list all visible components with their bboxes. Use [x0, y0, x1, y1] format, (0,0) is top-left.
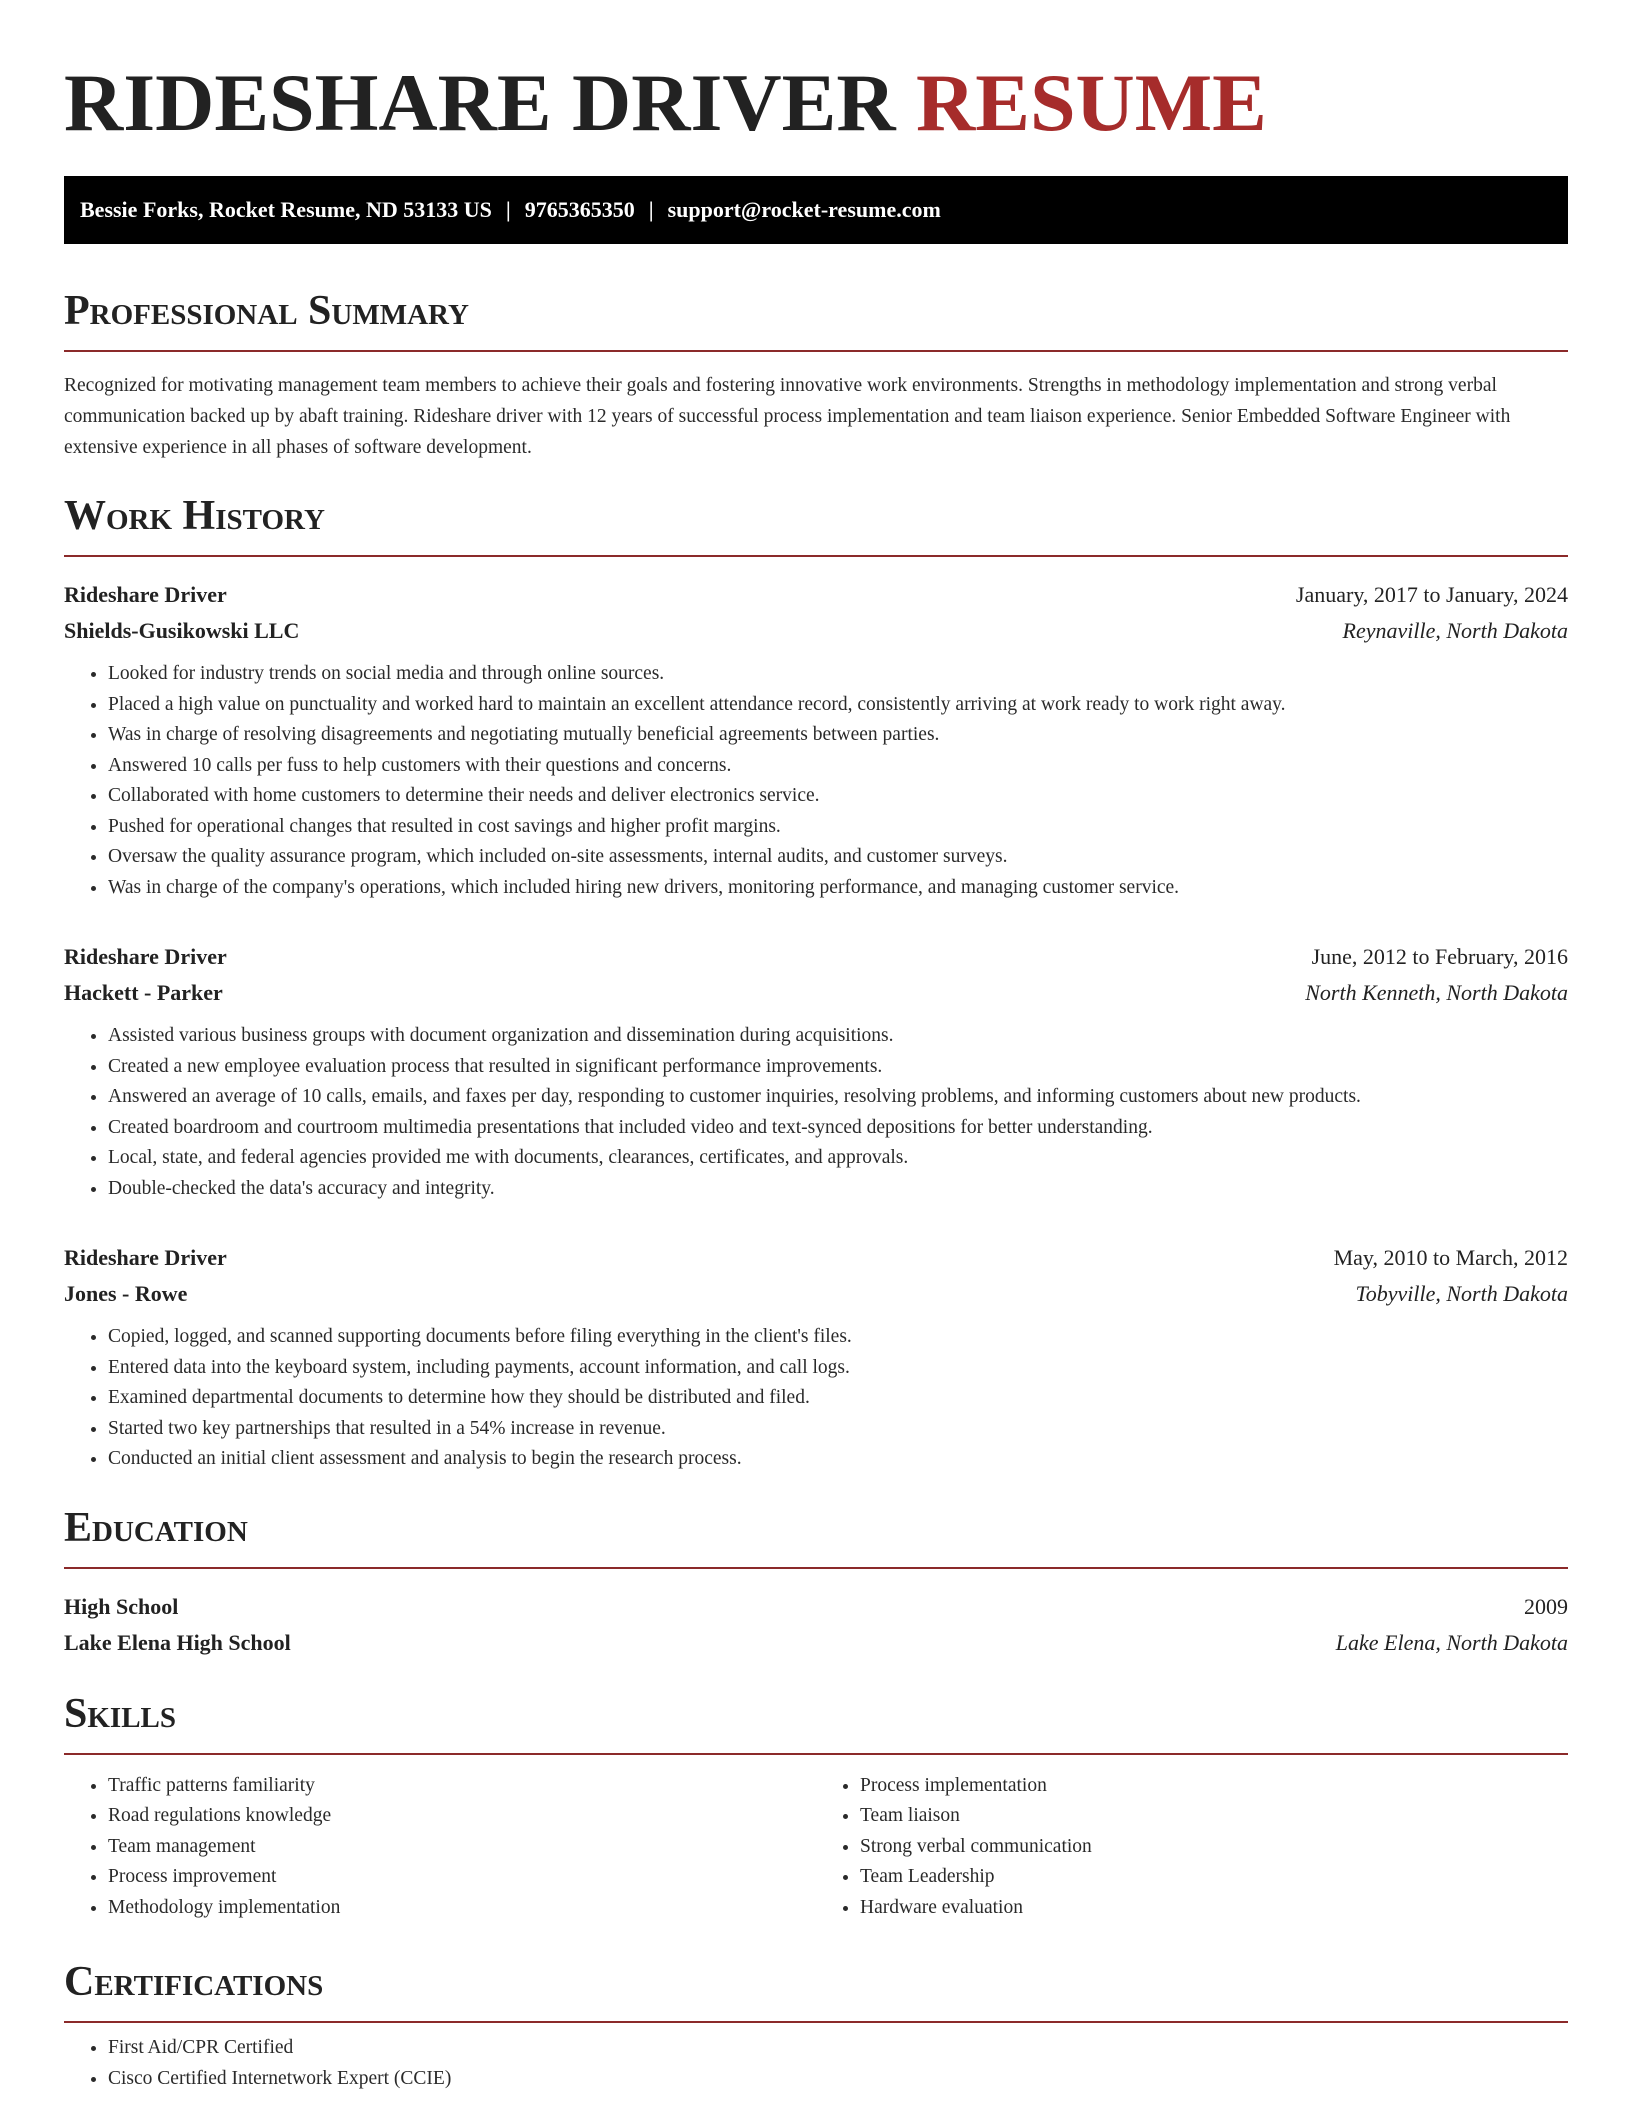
list-item: • Collaborated with home customers to determine their needs and deliver electronics service. [108, 781, 1568, 812]
education-school-row [64, 1625, 1568, 1661]
list-item: • Looked for industry trends on social media and through online sources. [108, 659, 1568, 690]
skills-heading: Skills [64, 1689, 1568, 1755]
summary-text: Recognized for motivating management team members to achieve their goals and fostering innovative work environments. Strengths in methodology implementation and strong verbal communication backed up by abaft training. Rideshare driver with 12 years of successful process implementation and team liaison experience. Senior Embedded Software Engineer with extensive experience in all phases of software development. [64, 375, 1511, 458]
list-item: • Team Leadership [860, 1862, 1568, 1893]
job-dates: January, 2017 to January, 2024 [1295, 582, 1568, 607]
list-item: • Double-checked the data's accuracy and integrity. [108, 1174, 1568, 1205]
list-item: • Cisco Certified Internetwork Expert (CCIE) [108, 2064, 1568, 2095]
job-duties-list [64, 659, 1568, 903]
job-title: Rideshare Driver [64, 1245, 227, 1270]
education-header-row [64, 1589, 1568, 1625]
education-heading: Education [64, 1503, 1568, 1569]
list-item: • Created boardroom and courtroom multimedia presentations that included video and text-synced depositions for better understanding. [108, 1113, 1568, 1144]
title-accent: RESUME [916, 57, 1267, 148]
list-item: • Process improvement [108, 1862, 816, 1893]
resume-title [64, 0, 1568, 148]
list-item: • Strong verbal communication [860, 1832, 1568, 1863]
skills-list-left [64, 1771, 816, 1924]
education-entry [64, 1589, 1568, 1661]
contact-phone: 9765365350 [524, 197, 635, 222]
contact-separator: | [648, 197, 654, 222]
list-item: • Placed a high value on punctuality and worked hard to maintain an excellent attendance record, consistently arriving at work ready to work right away. [108, 690, 1568, 721]
skills-list-right [816, 1771, 1568, 1924]
job-dates: May, 2010 to March, 2012 [1333, 1245, 1568, 1270]
education-school: Lake Elena High School [64, 1629, 291, 1655]
education-location: Lake Elena, North Dakota [1335, 1629, 1568, 1655]
job-title: Rideshare Driver [64, 582, 227, 607]
list-item: • First Aid/CPR Certified [108, 2033, 1568, 2064]
contact-bar [64, 176, 1568, 244]
list-item: • Copied, logged, and scanned supporting documents before filing everything in the client's files. [108, 1322, 1568, 1353]
job-location: Reynaville, North Dakota [1342, 618, 1568, 643]
education-degree: High School [64, 1593, 179, 1619]
list-item: • Methodology implementation [108, 1893, 816, 1924]
contact-email: support@rocket-resume.com [667, 197, 941, 222]
list-item: • Pushed for operational changes that resulted in cost savings and higher profit margins. [108, 812, 1568, 843]
list-item: • Oversaw the quality assurance program, which included on-site assessments, internal audits, and customer surveys. [108, 842, 1568, 873]
job-entry [64, 577, 1568, 903]
resume-page [64, 0, 1568, 2094]
list-item: • Answered an average of 10 calls, emails, and faxes per day, responding to customer inquiries, resolving problems, and informing customers about new products. [108, 1082, 1568, 1113]
list-item: • Conducted an initial client assessment and analysis to begin the research process. [108, 1444, 1568, 1475]
job-company-row [64, 975, 1568, 1011]
job-header-row [64, 577, 1568, 613]
job-location: North Kenneth, North Dakota [1305, 980, 1568, 1005]
job-duties-list [64, 1322, 1568, 1475]
list-item: • Entered data into the keyboard system, including payments, account information, and call logs. [108, 1353, 1568, 1384]
list-item: • Started two key partnerships that resulted in a 54% increase in revenue. [108, 1414, 1568, 1445]
skills-grid [64, 1771, 1568, 1924]
work-history-heading: Work History [64, 491, 1568, 557]
job-location: Tobyville, North Dakota [1355, 1281, 1568, 1306]
job-company: Jones - Rowe [64, 1281, 188, 1306]
job-duties-list [64, 1021, 1568, 1204]
education-year: 2009 [1524, 1593, 1568, 1619]
job-company: Hackett - Parker [64, 980, 223, 1005]
title-main: RIDESHARE DRIVER [64, 57, 896, 148]
job-company-row [64, 1276, 1568, 1312]
summary-heading: Professional Summary [64, 286, 1568, 352]
list-item: • Answered 10 calls per fuss to help customers with their questions and concerns. [108, 751, 1568, 782]
job-dates: June, 2012 to February, 2016 [1311, 944, 1568, 969]
list-item: • Was in charge of resolving disagreements and negotiating mutually beneficial agreements between parties. [108, 720, 1568, 751]
job-title: Rideshare Driver [64, 944, 227, 969]
list-item: • Local, state, and federal agencies provided me with documents, clearances, certificates, and approvals. [108, 1143, 1568, 1174]
job-entry [64, 1240, 1568, 1475]
list-item: • Road regulations knowledge [108, 1801, 816, 1832]
list-item: • Created a new employee evaluation process that resulted in significant performance improvements. [108, 1052, 1568, 1083]
job-header-row [64, 939, 1568, 975]
list-item: • Was in charge of the company's operations, which included hiring new drivers, monitoring performance, and managing customer service. [108, 873, 1568, 904]
list-item: • Process implementation [860, 1771, 1568, 1802]
job-company: Shields-Gusikowski LLC [64, 618, 300, 643]
list-item: • Team liaison [860, 1801, 1568, 1832]
list-item: • Traffic patterns familiarity [108, 1771, 816, 1802]
list-item: • Team management [108, 1832, 816, 1863]
certifications-list [64, 2033, 1568, 2094]
contact-separator: | [505, 197, 511, 222]
list-item: • Assisted various business groups with document organization and dissemination during acquisitions. [108, 1021, 1568, 1052]
job-entry [64, 939, 1568, 1204]
job-company-row [64, 613, 1568, 649]
certifications-heading: Certifications [64, 1957, 1568, 2023]
job-header-row [64, 1240, 1568, 1276]
list-item: • Hardware evaluation [860, 1893, 1568, 1924]
list-item: • Examined departmental documents to determine how they should be distributed and filed. [108, 1383, 1568, 1414]
contact-address: Bessie Forks, Rocket Resume, ND 53133 US [80, 197, 492, 222]
